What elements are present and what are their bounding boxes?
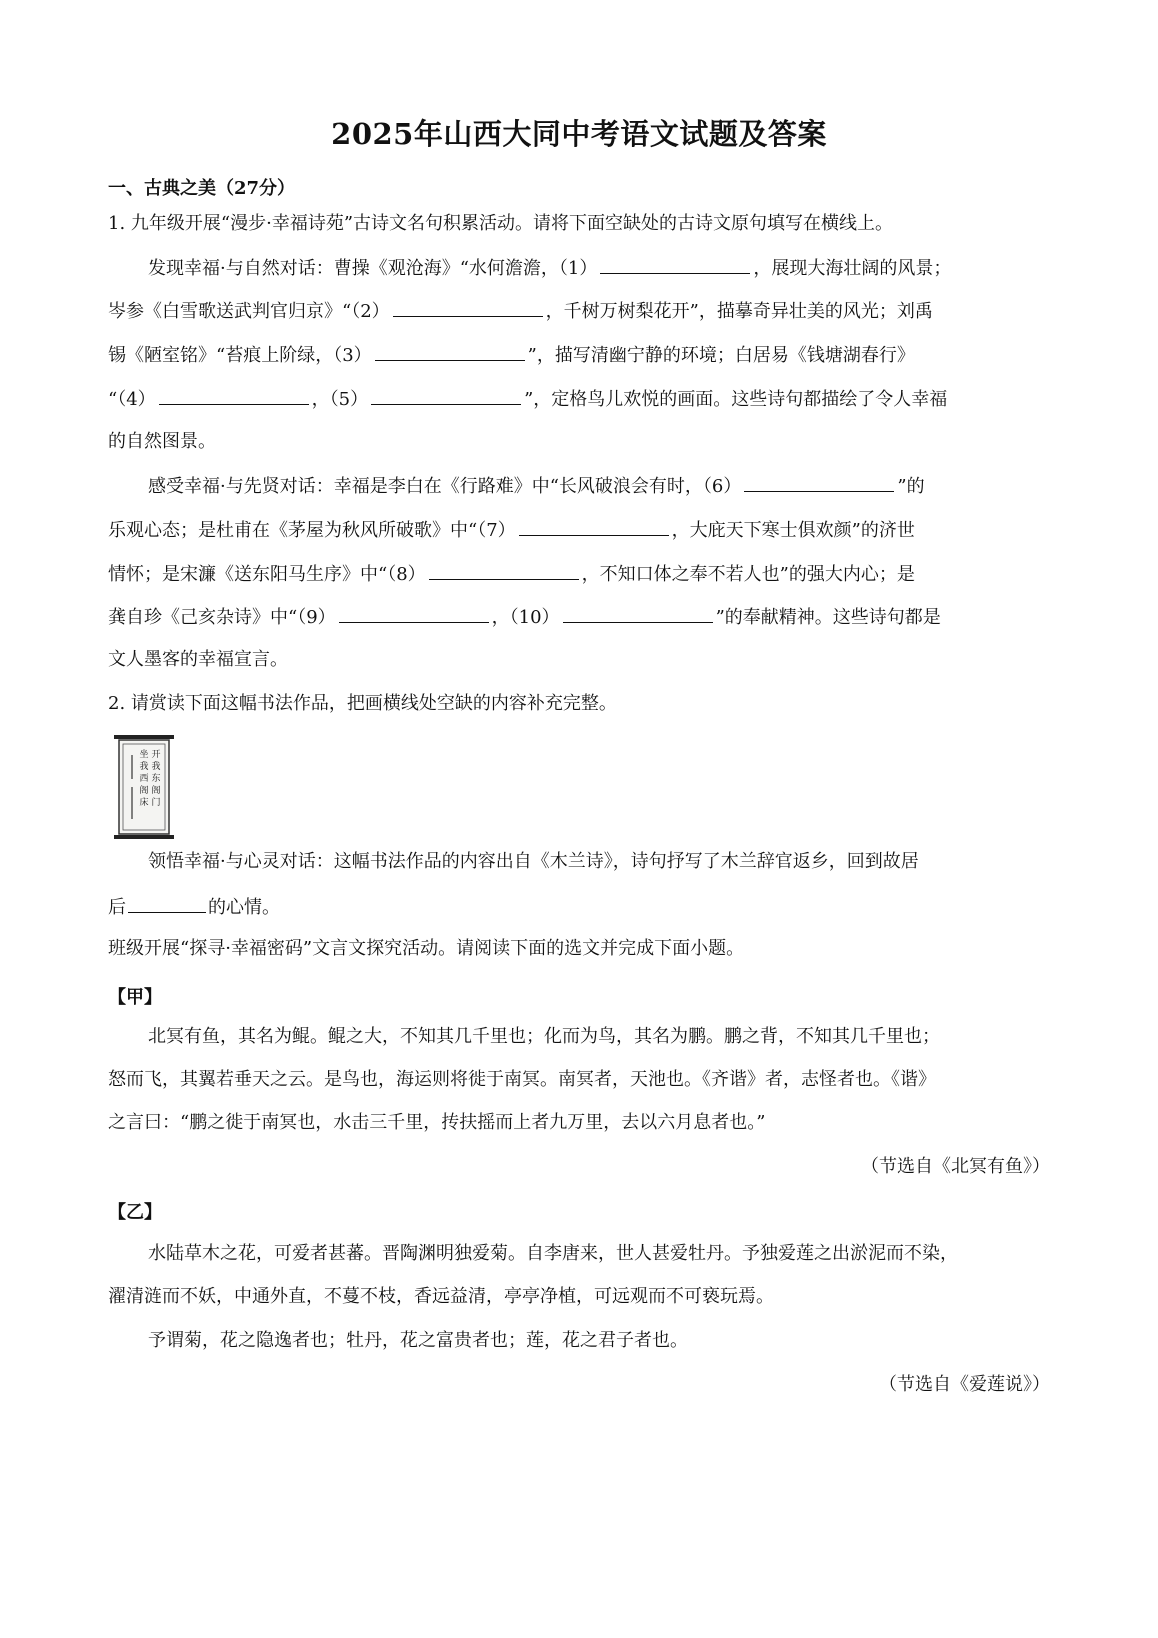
calligraphy-scroll-image [110,735,178,839]
answer-blank-1[interactable] [600,255,750,274]
answer-blank-7[interactable] [519,517,669,536]
answer-blank-9[interactable] [339,604,489,623]
activity-intro: 班级开展“探寻·幸福密码”文言文探究活动。请阅读下面的选文并完成下面小题。 [108,938,745,959]
svg-text:我: 我 [151,762,161,772]
passage-jia-label: 【甲】 [108,987,162,1008]
question-2-line: 领悟幸福·与心灵对话：这幅书法作品的内容出自《木兰诗》，诗句抒写了木兰辞官返乡，回到故居 [148,851,919,872]
question-1-line: 乐观心态；是杜甫在《茅屋为秋风所破歌》中“（7） ，大庇天下寒士俱欢颜”的济世 [108,517,1050,543]
answer-blank-6[interactable] [744,473,894,492]
answer-blank-2[interactable] [393,298,543,317]
question-1-line: 锡《陋室铭》“苔痕上阶绿，（3） ”，描写清幽宁静的环境；白居易《钱塘湖春行》 [108,342,1050,368]
question-1-line: 情怀；是宋濂《送东阳马生序》中“（8） ，不知口体之奉不若人也”的强大内心；是 [108,561,1050,587]
passage-jia-line: 之言曰：“鹏之徙于南冥也，水击三千里，抟扶摇而上者九万里，去以六月息者也。” [108,1112,766,1133]
svg-text:东: 东 [151,774,161,784]
svg-text:开: 开 [151,750,161,760]
question-1-line: “（4） ，（5） ”，定格鸟儿欢悦的画面。这些诗句都描绘了令人幸福 [108,386,1050,412]
question-1-line: 岑参《白雪歌送武判官归京》“（2） ，千树万树梨花开”，描摹奇异壮美的风光；刘禹 [108,298,1050,324]
question-1-line: 感受幸福·与先贤对话：幸福是李白在《行路难》中“长风破浪会有时，（6） ”的 [148,473,1050,499]
passage-yi-line: 濯清涟而不妖，中通外直，不蔓不枝，香远益清，亭亭净植，可远观而不可亵玩焉。 [108,1286,774,1307]
answer-blank-4[interactable] [159,386,309,405]
page-title: 2025年山西大同中考语文试题及答案 [331,117,827,151]
answer-blank-11[interactable] [128,894,206,913]
question-1-prompt: 1. 九年级开展“漫步·幸福诗苑”古诗文名句积累活动。请将下面空缺处的古诗文原句填写在横线上。 [108,213,894,234]
passage-jia-source: （节选自《北冥有鱼》） [861,1156,1050,1177]
question-1-line: 龚自珍《己亥杂诗》中“（9） ，（10） ”的奉献精神。这些诗句都是 [108,604,1050,630]
svg-text:床: 床 [139,798,149,808]
svg-text:阁: 阁 [139,786,149,796]
svg-text:西: 西 [139,774,149,784]
answer-blank-8[interactable] [429,561,579,580]
answer-blank-10[interactable] [563,604,713,623]
answer-blank-3[interactable] [375,342,525,361]
section-heading: 一、古典之美（27分） [108,178,296,199]
svg-text:我: 我 [139,762,149,772]
answer-blank-5[interactable] [371,386,521,405]
svg-text:门: 门 [151,798,161,808]
passage-jia-line: 怒而飞，其翼若垂天之云。是鸟也，海运则将徙于南冥。南冥者，天池也。《齐谐》者，志怪者也。《谐》 [108,1069,936,1090]
question-1-line: 发现幸福·与自然对话：曹操《观沧海》“水何澹澹，（1） ，展现大海壮阔的风景； [148,255,1050,281]
passage-yi-source: （节选自《爱莲说》） [879,1374,1050,1395]
question-2-line: 后 的心情。 [108,894,1050,920]
svg-text:阁: 阁 [151,786,161,796]
passage-yi-line: 水陆草木之花，可爱者甚蕃。晋陶渊明独爱菊。自李唐来，世人甚爱牡丹。予独爱莲之出淤泥而不染， [148,1243,958,1264]
question-1-line: 的自然图景。 [108,431,216,452]
passage-yi-line: 予谓菊，花之隐逸者也；牡丹，花之富贵者也；莲，花之君子者也。 [148,1330,688,1351]
passage-jia-line: 北冥有鱼，其名为鲲。鲲之大，不知其几千里也；化而为鸟，其名为鹏。鹏之背，不知其几千里也； [148,1026,940,1047]
question-2-prompt: 2. 请赏读下面这幅书法作品，把画横线处空缺的内容补充完整。 [108,693,617,714]
question-1-line: 文人墨客的幸福宣言。 [108,649,288,670]
passage-yi-label: 【乙】 [108,1202,162,1223]
svg-text:坐: 坐 [139,750,149,760]
